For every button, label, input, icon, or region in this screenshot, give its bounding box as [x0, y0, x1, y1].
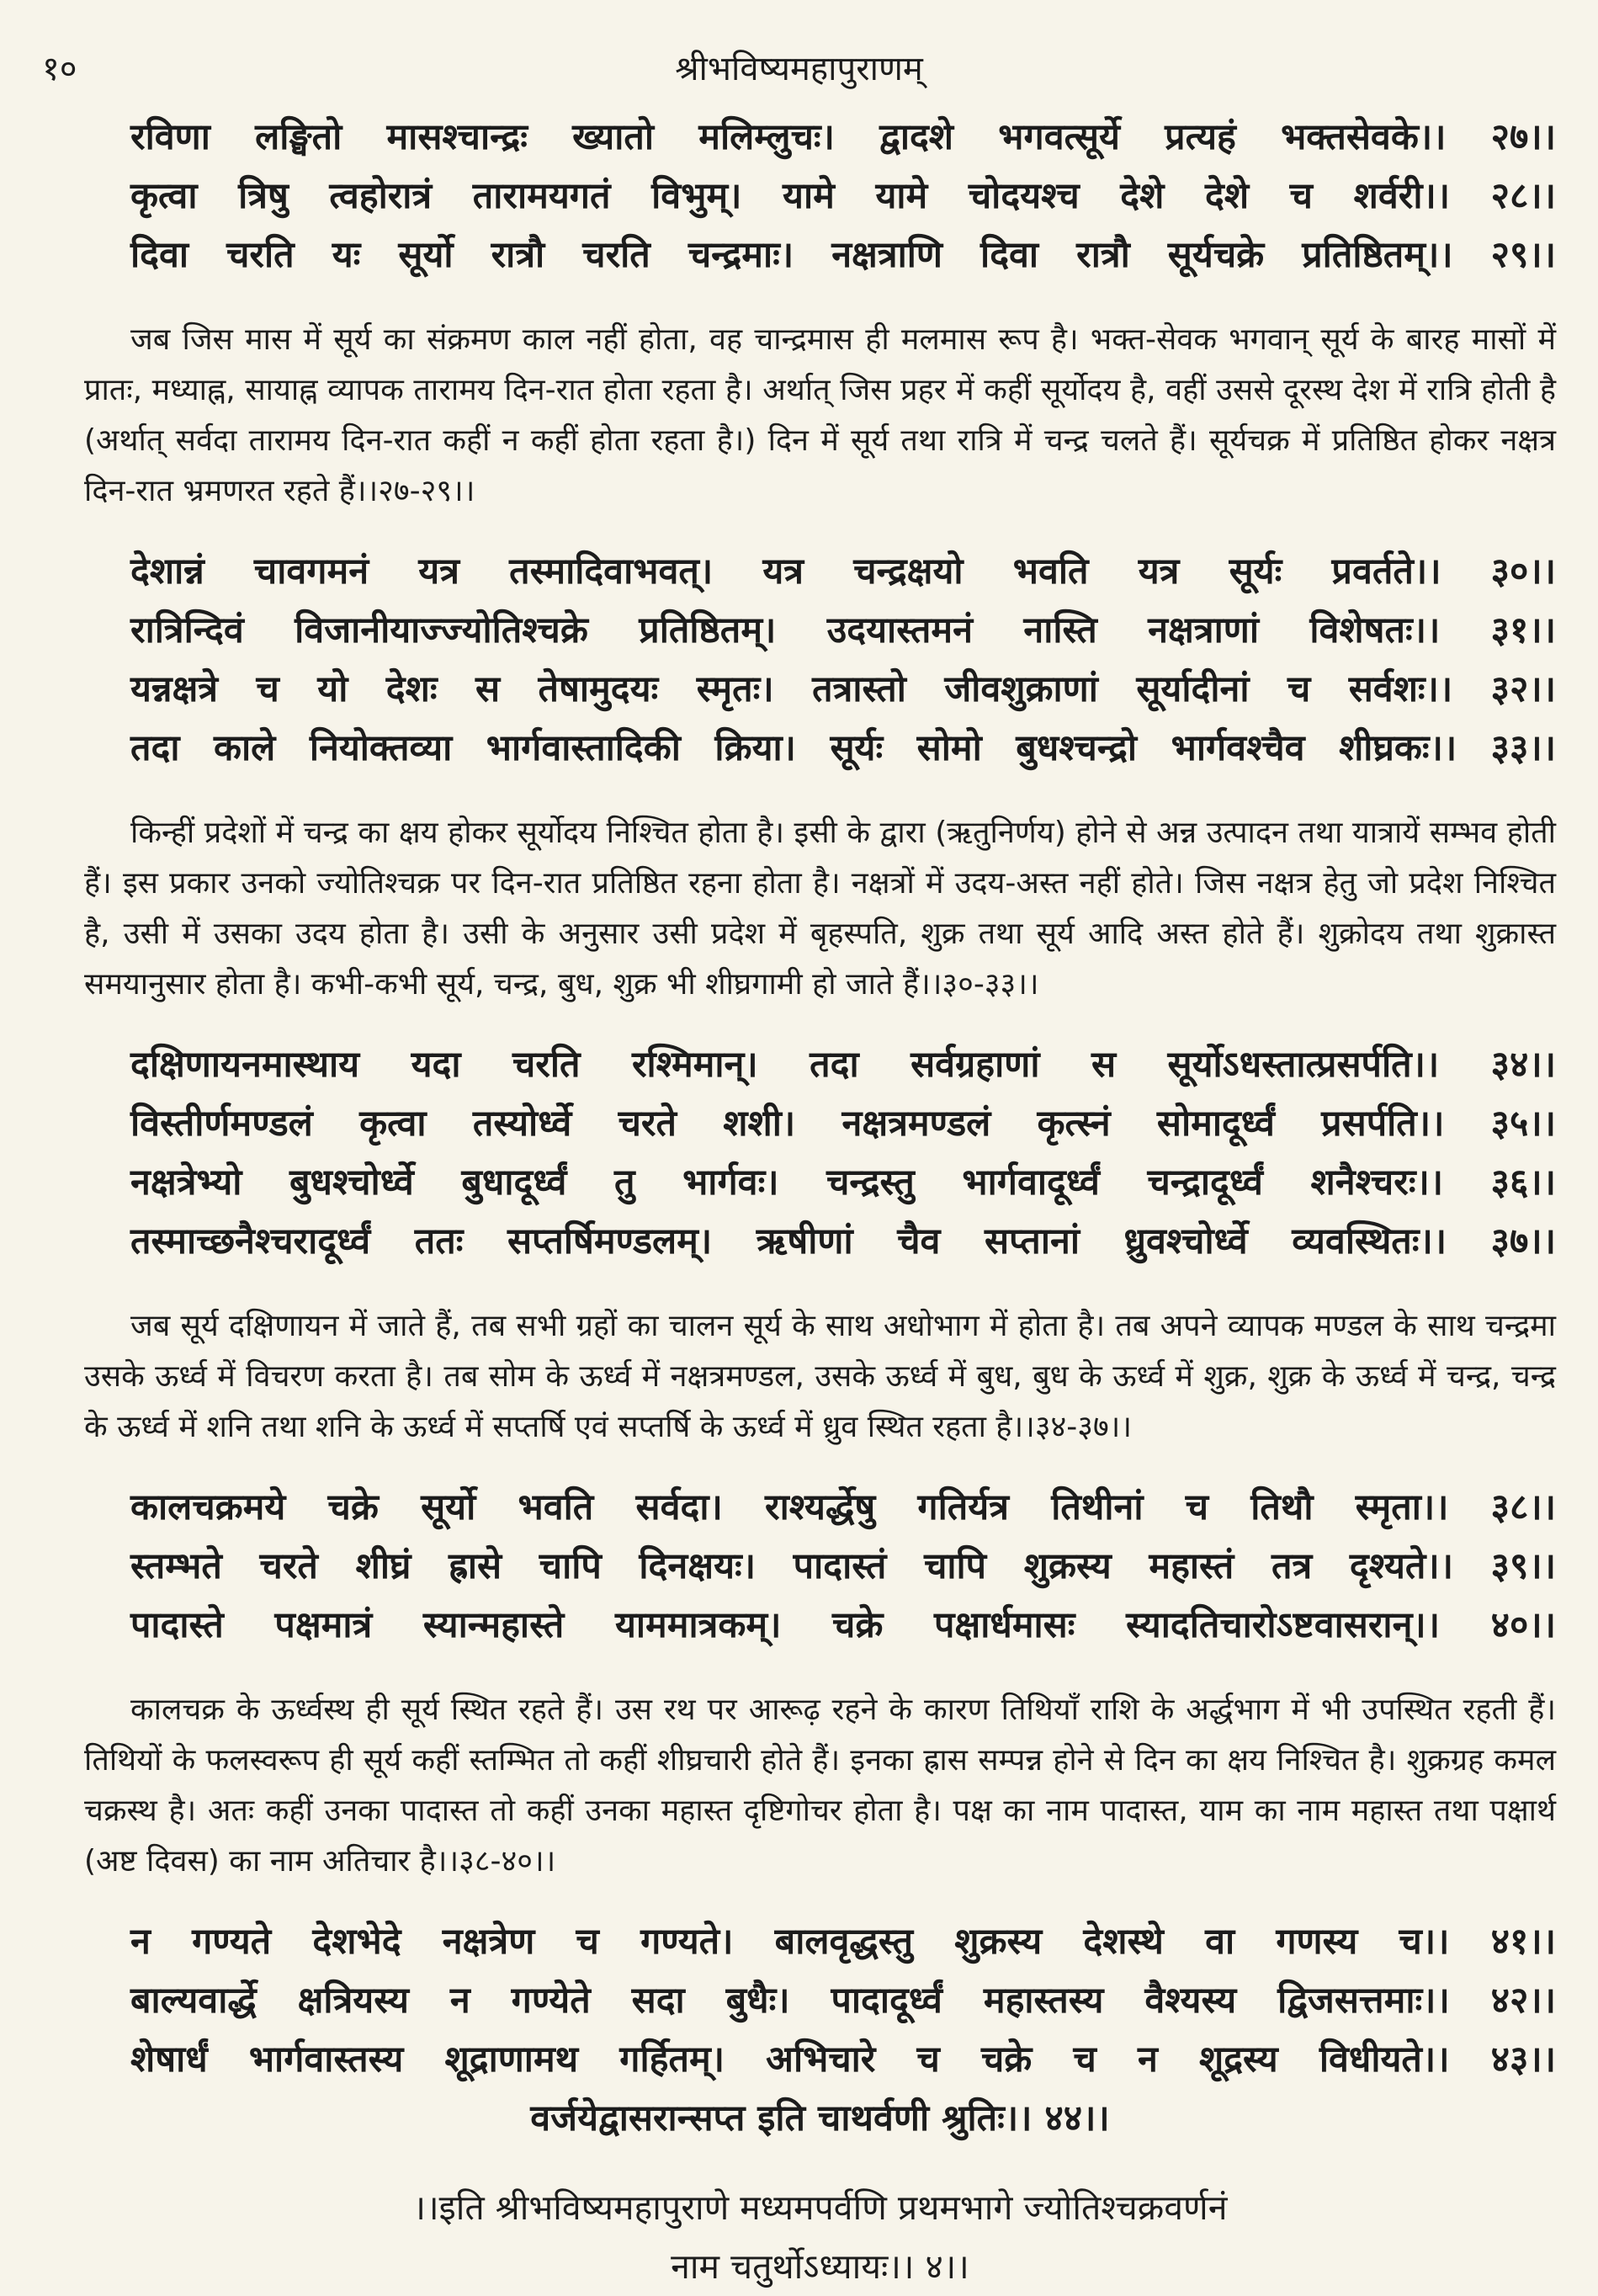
verse-line: तदा काले नियोक्तव्या भार्गवास्तादिकी क्रिया। सूर्यः सोमो बुधश्चन्द्रो भार्गवश्चैव शीघ्रकः।। ३३।।: [130, 727, 1556, 769]
verse-group-3: [84, 1035, 1556, 1271]
verse-line: न गण्यते देशभेदे नक्षत्रेण च गण्यते। बालवृद्धस्तु शुक्रस्य देशस्थे वा गणस्य च।। ४१।।: [130, 1921, 1556, 1963]
verse-line: कृत्वा त्रिषु त्वहोरात्रं तारामयगतं विभुम्। यामे यामे चोदयश्च देशे देशे च शर्वरी।। २८।।: [130, 175, 1556, 217]
page-number: १०: [42, 50, 77, 88]
page-content: [84, 108, 1556, 2296]
verse-line: कालचक्रमये चक्रे सूर्यो भवति सर्वदा। राश्यर्द्धेषु गतिर्यत्र तिथीनां च तिथौ स्मृता।। ३८।।: [130, 1486, 1556, 1528]
verse-group-1: [84, 108, 1556, 284]
colophon-line-1: ।।इति श्रीभविष्यमहापुराणे मध्यमपर्वणि प्रथमभागे ज्योतिश्चक्रवर्णनं: [412, 2187, 1228, 2228]
verse-line: शेषार्धं भार्गवास्तस्य शूद्राणामथ गर्हितम्। अभिचारे च चक्रे च न शूद्रस्य विधीयते।। ४३।।: [130, 2038, 1556, 2081]
translation-paragraph: जब जिस मास में सूर्य का संक्रमण काल नहीं होता, वह चान्द्रमास ही मलमास रूप है। भक्त-सेवक भगवान् सूर्य के बारह मासों में प्रातः, मध्याह्न, सायाह्न व्यापक तारामय दिन-रात होता रहता है। अर्थात् जिस प्रहर में कहीं सूर्योदय है, वहीं उससे दूरस्थ देश में रात्रि होती है (अर्थात् सर्वदा तारामय दिन-रात कहीं न कहीं होता रहता है।) दिन में सूर्य तथा रात्रि में चन्द्र चलते हैं। सूर्यचक्र में प्रतिष्ठित होकर नक्षत्र दिन-रात भ्रमणरत रहते हैं।।२७-२९।।: [84, 322, 1556, 508]
colophon-line-2: नाम चतुर्थोऽध्यायः।। ४।।: [671, 2246, 969, 2287]
running-head: श्रीभविष्यमहापुराणम्: [675, 50, 923, 88]
verse-line-final: वर्जयेद्वासरान्सप्त इति चाथर्वणी श्रुतिः।। ४४।।: [530, 2097, 1110, 2139]
verse-line: रात्रिन्दिवं विजानीयाज्ज्योतिश्चक्रे प्रतिष्ठितम्। उदयास्तमनं नास्ति नक्षत्राणां विशेषतः।। ३१।।: [130, 609, 1556, 651]
verse-group-2: [84, 542, 1556, 778]
verse-group-4: [84, 1478, 1556, 1655]
verse-line: पादास्ते पक्षमात्रं स्यान्महास्ते याममात्रकम्। चक्रे पक्षार्धमासः स्यादतिचारोऽष्टवासरान्।। ४०।।: [130, 1604, 1556, 1646]
verse-line: रविणा लङ्घितो मासश्चान्द्रः ख्यातो मलिम्लुचः। द्वादशे भगवत्सूर्ये प्रत्यहं भक्तसेवके।। २७।।: [130, 116, 1556, 158]
verse-line: नक्षत्रेभ्यो बुधश्चोर्ध्वे बुधादूर्ध्वं तु भार्गवः। चन्द्रस्तु भार्गवादूर्ध्वं चन्द्रादूर्ध्वं शनैश्चरः।। ३६।।: [130, 1161, 1556, 1204]
translation-paragraph: जब सूर्य दक्षिणायन में जाते हैं, तब सभी ग्रहों का चालन सूर्य के साथ अधोभाग में होता है। तब अपने व्यापक मण्डल के साथ चन्द्रमा उसके ऊर्ध्व में विचरण करता है। तब सोम के ऊर्ध्व में नक्षत्रमण्डल, उसके ऊर्ध्व में बुध, बुध के ऊर्ध्व में शुक्र, शुक्र के ऊर्ध्व में चन्द्र, चन्द्र के ऊर्ध्व में शनि तथा शनि के ऊर्ध्व में सप्तर्षि एवं सप्तर्षि के ऊर्ध्व में ध्रुव स्थित रहता है।।३४-३७।।: [84, 1309, 1556, 1444]
translation-paragraph: किन्हीं प्रदेशों में चन्द्र का क्षय होकर सूर्योदय निश्चित होता है। इसी के द्वारा (ऋतुनिर्णय) होने से अन्न उत्पादन तथा यात्रायें सम्भव होती हैं। इस प्रकार उनको ज्योतिश्चक्र पर दिन-रात प्रतिष्ठित रहना होता है। नक्षत्रों में उदय-अस्त नहीं होते। जिस नक्षत्र हेतु जो प्रदेश निश्चित है, उसी में उसका उदय होता है। उसी के अनुसार उसी प्रदेश में बृहस्पति, शुक्र तथा सूर्य आदि अस्त होते हैं। शुक्रोदय तथा शुक्रास्त समयानुसार होता है। कभी-कभी सूर्य, चन्द्र, बुध, शुक्र भी शीघ्रगामी हो जाते हैं।।३०-३३।।: [84, 816, 1556, 1002]
verse-line: दक्षिणायनमास्थाय यदा चरति रश्मिमान्। तदा सर्वग्रहाणां स सूर्योऽधस्तात्प्रसर्पति।। ३४।।: [130, 1044, 1556, 1086]
verse-group-5: [84, 1912, 1556, 2148]
chapter-colophon: [84, 2178, 1556, 2296]
translation-paragraph: कालचक्र के ऊर्ध्वस्थ ही सूर्य स्थित रहते हैं। उस रथ पर आरूढ़ रहने के कारण तिथियाँ राशि के अर्द्धभाग में भी उपस्थित रहती हैं। तिथियों के फलस्वरूप ही सूर्य कहीं स्तम्भित तो कहीं शीघ्रचारी होते हैं। इनका ह्रास सम्पन्न होने से दिन का क्षय निश्चित है। शुक्रग्रह कमल चक्रस्थ है। अतः कहीं उनका पादास्त तो कहीं उनका महास्त दृष्टिगोचर होता है। पक्ष का नाम पादास्त, याम का नाम महास्त तथा पक्षार्थ (अष्ट दिवस) का नाम अतिचार है।।३८-४०।।: [84, 1693, 1556, 1879]
verse-line: विस्तीर्णमण्डलं कृत्वा तस्योर्ध्वे चरते शशी। नक्षत्रमण्डलं कृत्स्नं सोमादूर्ध्वं प्रसर्पति।। ३५।।: [130, 1103, 1556, 1145]
verse-line: यन्नक्षत्रे च यो देशः स तेषामुदयः स्मृतः। तत्रास्तो जीवशुक्राणां सूर्यादीनां च सर्वशः।। ३२।।: [130, 668, 1556, 710]
verse-line: स्तम्भते चरते शीघ्रं ह्रासे चापि दिनक्षयः। पादास्तं चापि शुक्रस्य महास्तं तत्र दृश्यते।। ३९।।: [130, 1545, 1556, 1587]
verse-line: बाल्यवार्द्धे क्षत्रियस्य न गण्येते सदा बुधैः। पादादूर्ध्वं महास्तस्य वैश्यस्य द्विजसत्तमाः।। ४२।।: [130, 1980, 1556, 2022]
verse-line: तस्माच्छनैश्चरादूर्ध्वं ततः सप्तर्षिमण्डलम्। ऋषीणां चैव सप्तानां ध्रुवश्चोर्ध्वे व्यवस्थितः।। ३७।।: [130, 1220, 1556, 1262]
verse-line: दिवा चरति यः सूर्यो रात्रौ चरति चन्द्रमाः। नक्षत्राणि दिवा रात्रौ सूर्यचक्रे प्रतिष्ठितम्।। २९।।: [130, 234, 1556, 276]
verse-line: देशान्नं चावगमनं यत्र तस्मादिवाभवत्। यत्र चन्द्रक्षयो भवति यत्र सूर्यः प्रवर्तते।। ३०।।: [130, 550, 1556, 593]
